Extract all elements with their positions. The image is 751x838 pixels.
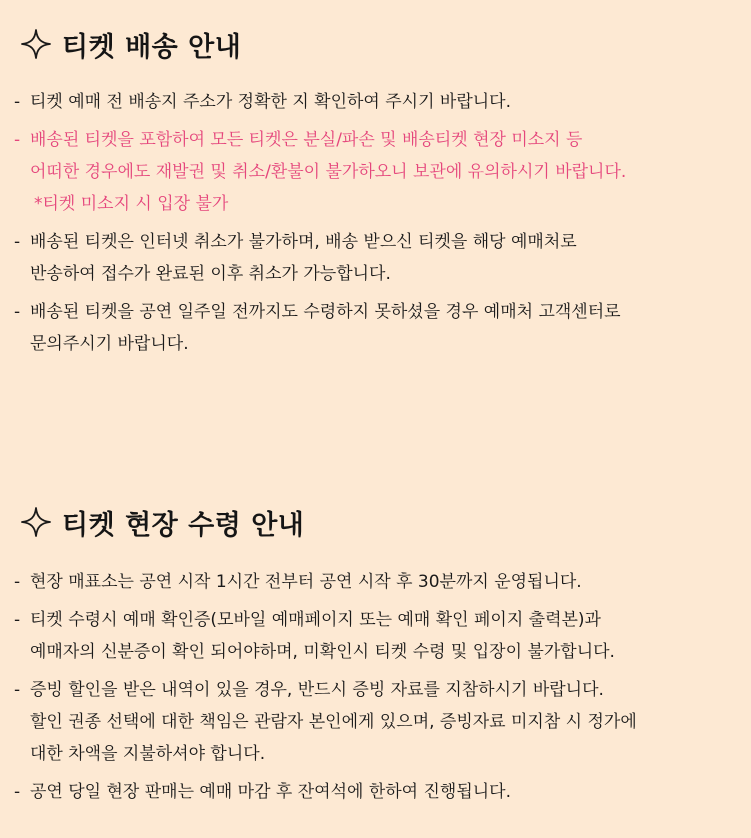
pickup-item-4 xyxy=(14,776,741,808)
delivery-item-4-line-1: 배송된 티켓을 공연 일주일 전까지도 수령하지 못하셨을 경우 예매처 고객센터로 xyxy=(30,302,621,322)
bullet-dash: - xyxy=(14,302,21,322)
sparkle-icon xyxy=(20,506,52,538)
pickup-item-1-line-1: 현장 매표소는 공연 시작 1시간 전부터 공연 시작 후 30분까지 운영됩니다. xyxy=(30,572,582,592)
pickup-item-2 xyxy=(14,604,741,668)
delivery-section xyxy=(0,20,751,360)
delivery-item-3-line-1: 배송된 티켓은 인터넷 취소가 불가하며, 배송 받으신 티켓을 해당 예매처로 xyxy=(30,232,577,252)
bullet-dash: - xyxy=(14,782,21,802)
delivery-item-3 xyxy=(14,226,741,290)
delivery-item-1 xyxy=(14,86,741,118)
pickup-item-3-line-3: 대한 차액을 지불하셔야 합니다. xyxy=(30,744,266,764)
delivery-item-4-line-2: 문의주시기 바랍니다. xyxy=(30,334,189,354)
pickup-item-2-line-1: 티켓 수령시 예매 확인증(모바일 예매페이지 또는 예매 확인 페이지 출력본)과 xyxy=(30,610,601,630)
pickup-title: 티켓 현장 수령 안내 xyxy=(62,509,305,541)
sparkle-icon xyxy=(20,28,52,60)
delivery-item-2-note: *티켓 미소지 시 입장 불가 xyxy=(34,194,229,214)
delivery-title: 티켓 배송 안내 xyxy=(62,31,242,63)
bullet-dash: - xyxy=(14,610,21,630)
pickup-item-3 xyxy=(14,674,741,770)
delivery-item-2-line-1: 배송된 티켓을 포함하여 모든 티켓은 분실/파손 및 배송티켓 현장 미소지 등 xyxy=(30,130,583,150)
bullet-dash: - xyxy=(14,572,21,592)
pickup-item-3-line-1: 증빙 할인을 받은 내역이 있을 경우, 반드시 증빙 자료를 지참하시기 바랍니다. xyxy=(30,680,604,700)
bullet-dash: - xyxy=(14,92,21,112)
pickup-item-1 xyxy=(14,566,741,598)
delivery-item-2-line-2: 어떠한 경우에도 재발권 및 취소/환불이 불가하오니 보관에 유의하시기 바랍니다. xyxy=(30,162,627,182)
delivery-item-2 xyxy=(14,124,741,220)
pickup-section xyxy=(0,498,751,808)
bullet-dash: - xyxy=(14,232,21,252)
pickup-item-2-line-2: 예매자의 신분증이 확인 되어야하며, 미확인시 티켓 수령 및 입장이 불가합니다. xyxy=(30,642,615,662)
delivery-heading xyxy=(20,20,751,68)
pickup-heading xyxy=(20,498,751,546)
delivery-item-1-line-1: 티켓 예매 전 배송지 주소가 정확한 지 확인하여 주시기 바랍니다. xyxy=(30,92,512,112)
pickup-item-3-line-2: 할인 권종 선택에 대한 책임은 관람자 본인에게 있으며, 증빙자료 미지참 시 정가에 xyxy=(30,712,637,732)
bullet-dash: - xyxy=(14,680,21,700)
delivery-item-3-line-2: 반송하여 접수가 완료된 이후 취소가 가능합니다. xyxy=(30,264,391,284)
bullet-dash: - xyxy=(14,130,21,150)
delivery-item-4 xyxy=(14,296,741,360)
pickup-item-4-line-1: 공연 당일 현장 판매는 예매 마감 후 잔여석에 한하여 진행됩니다. xyxy=(30,782,512,802)
